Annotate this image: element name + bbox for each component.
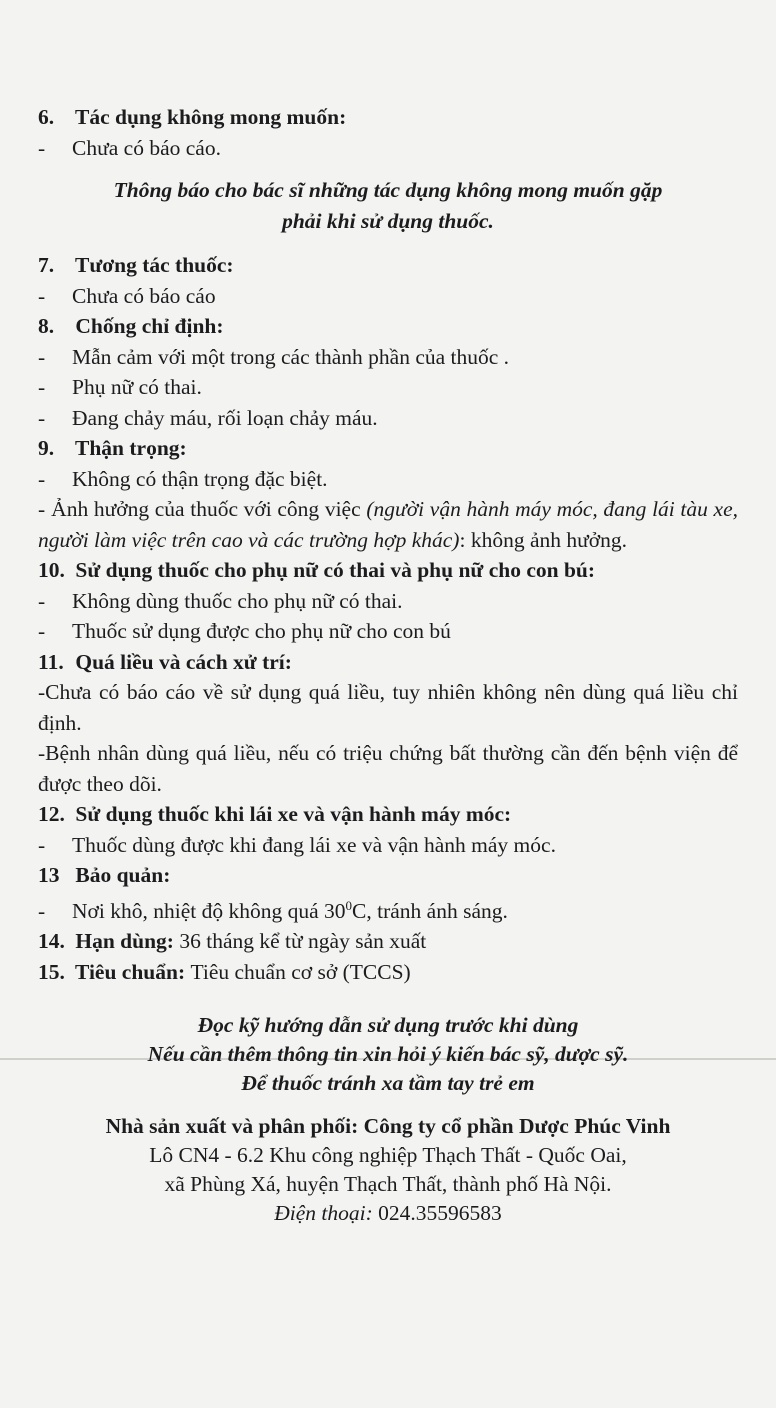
section-heading-6: 6. Tác dụng không mong muốn: — [38, 105, 347, 129]
list-item: - Không dùng thuốc cho phụ nữ có thai. — [38, 588, 403, 613]
manufacturer-address: xã Phùng Xá, huyện Thạch Thất, thành phố Hà Nội. — [164, 1172, 612, 1197]
list-item: - Nơi khô, nhiệt độ không quá $30^0C$, tránh ánh sáng. — [38, 897, 508, 923]
list-item: - Chưa có báo cáo — [38, 283, 216, 308]
overdose-paragraph: -Chưa có báo cáo về sử dụng quá liều, tuy nhiên không nên dùng quá liều chỉ định. — [38, 680, 738, 735]
list-item: - Chưa có báo cáo. — [38, 135, 221, 160]
section-heading-10: 10. Sử dụng thuốc cho phụ nữ có thai và phụ nữ cho con bú: — [38, 558, 596, 582]
section-heading-15: 15. Tiêu chuẩn: Tiêu chuẩn cơ sở (TCCS) — [38, 959, 411, 984]
warning-line: Để thuốc tránh xa tầm tay trẻ em — [241, 1071, 535, 1096]
manufacturer-address: Lô CN4 - 6.2 Khu công nghiệp Thạch Thất - Quốc Oai, — [149, 1143, 627, 1168]
section-heading-8: 8. Chống chỉ định: — [38, 314, 224, 338]
section-heading-9: 9. Thận trọng: — [38, 436, 187, 460]
warning-line: Nếu cần thêm thông tin xin hỏi ý kiến bác sỹ, dược sỹ. — [147, 1042, 629, 1067]
manufacturer-name: Nhà sản xuất và phân phối: Công ty cổ phần Dược Phúc Vinh — [105, 1114, 671, 1139]
closing-warnings — [38, 1011, 738, 1098]
doctor-notice: Thông báo cho bác sĩ những tác dụng không mong muốn gặp phải khi sử dụng thuốc. — [113, 178, 663, 233]
section-heading-14: 14. Hạn dùng: 36 tháng kể từ ngày sản xuất — [38, 929, 427, 954]
section-heading-7: 7. Tương tác thuốc: — [38, 253, 234, 277]
section-heading-13: 13 Bảo quản: — [38, 863, 171, 887]
list-item: - Phụ nữ có thai. — [38, 375, 202, 399]
overdose-paragraph: -Bệnh nhân dùng quá liều, nếu có triệu chứng bất thường cần đến bệnh viện để được theo dõi. — [38, 741, 738, 796]
manufacturer-phone: Điện thoại: 024.35596583 — [274, 1201, 502, 1226]
manufacturer-info — [38, 1112, 738, 1228]
section-heading-12: 12. Sử dụng thuốc khi lái xe và vận hành máy móc: — [38, 802, 512, 826]
leaflet-content — [38, 102, 738, 1228]
list-item: - Không có thận trọng đặc biệt. — [38, 466, 328, 491]
list-item: - Mẫn cảm với một trong các thành phần của thuốc . — [38, 344, 510, 369]
warning-line: Đọc kỹ hướng dẫn sử dụng trước khi dùng — [197, 1013, 579, 1038]
list-item: - Đang chảy máu, rối loạn chảy máu. — [38, 405, 378, 430]
work-effect-paragraph: - Ảnh hưởng của thuốc với công việc (người vận hành máy móc, đang lái tàu xe, người làm việc trên cao và các trường hợp khác): không ảnh hưởng. — [38, 497, 738, 552]
list-item: - Thuốc dùng được khi đang lái xe và vận hành máy móc. — [38, 832, 556, 857]
list-item: - Thuốc sử dụng được cho phụ nữ cho con bú — [38, 619, 451, 643]
section-heading-11: 11. Quá liều và cách xử trí: — [38, 649, 292, 674]
